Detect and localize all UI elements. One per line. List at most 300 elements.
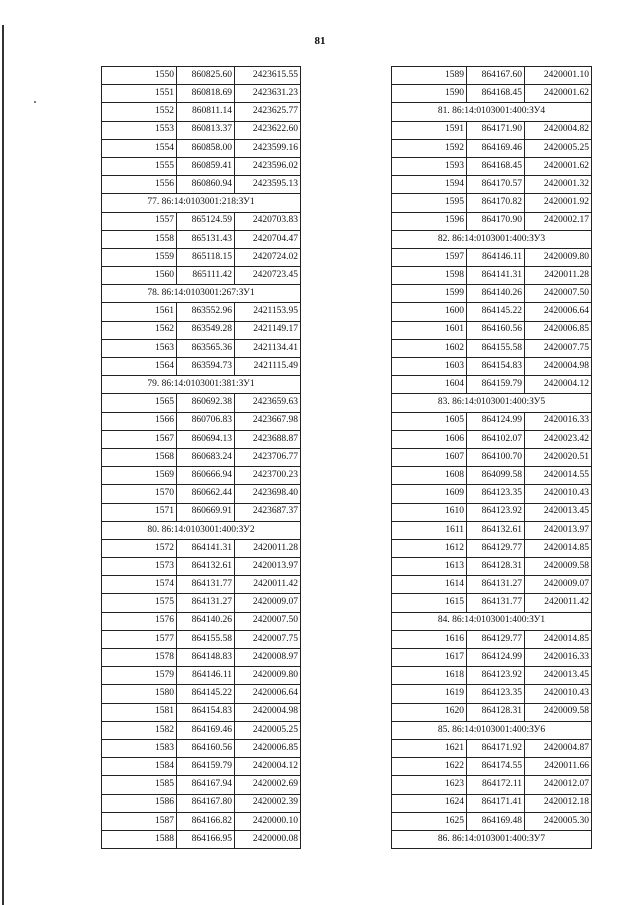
point-number-cell: 1609 bbox=[392, 485, 467, 503]
y-coordinate-cell: 2423615.55 bbox=[235, 67, 301, 85]
y-coordinate-cell: 2421134.41 bbox=[235, 339, 301, 357]
x-coordinate-cell: 864128.31 bbox=[467, 558, 525, 576]
point-number-cell: 1623 bbox=[392, 776, 467, 794]
y-coordinate-cell: 2423599.16 bbox=[235, 139, 301, 157]
section-title: 86. 86:14:0103001:400:ЗУ7 bbox=[392, 830, 592, 848]
x-coordinate-cell: 864170.57 bbox=[467, 176, 525, 194]
point-number-cell: 1602 bbox=[392, 339, 467, 357]
y-coordinate-cell: 2420001.32 bbox=[525, 176, 592, 194]
coordinate-row bbox=[102, 267, 301, 285]
x-coordinate-cell: 864123.92 bbox=[467, 667, 525, 685]
y-coordinate-cell: 2423631.23 bbox=[235, 85, 301, 103]
x-coordinate-cell: 864141.31 bbox=[177, 539, 235, 557]
coordinate-row bbox=[102, 412, 301, 430]
coordinate-row bbox=[392, 758, 592, 776]
coordinate-row bbox=[102, 394, 301, 412]
coordinate-row bbox=[392, 649, 592, 667]
section-header-row bbox=[392, 830, 592, 848]
x-coordinate-cell: 860666.94 bbox=[177, 467, 235, 485]
point-number-cell: 1569 bbox=[102, 467, 177, 485]
x-coordinate-cell: 864140.26 bbox=[177, 612, 235, 630]
coordinate-row bbox=[392, 194, 592, 212]
coordinate-row bbox=[102, 830, 301, 848]
coordinate-row bbox=[392, 212, 592, 230]
y-coordinate-cell: 2423667.98 bbox=[235, 412, 301, 430]
y-coordinate-cell: 2420001.62 bbox=[525, 85, 592, 103]
x-coordinate-cell: 864146.11 bbox=[467, 248, 525, 266]
coordinate-row bbox=[102, 776, 301, 794]
x-coordinate-cell: 864123.92 bbox=[467, 503, 525, 521]
x-coordinate-cell: 860662.44 bbox=[177, 485, 235, 503]
point-number-cell: 1599 bbox=[392, 285, 467, 303]
coordinate-row bbox=[392, 667, 592, 685]
y-coordinate-cell: 2420013.97 bbox=[235, 558, 301, 576]
x-coordinate-cell: 864167.60 bbox=[467, 67, 525, 85]
y-coordinate-cell: 2420703.83 bbox=[235, 212, 301, 230]
coordinate-row bbox=[392, 339, 592, 357]
y-coordinate-cell: 2420009.07 bbox=[525, 576, 592, 594]
x-coordinate-cell: 864170.82 bbox=[467, 194, 525, 212]
coordinate-row bbox=[102, 794, 301, 812]
point-number-cell: 1605 bbox=[392, 412, 467, 430]
section-header-row bbox=[392, 394, 592, 412]
coordinate-row bbox=[102, 649, 301, 667]
point-number-cell: 1600 bbox=[392, 303, 467, 321]
y-coordinate-cell: 2420006.64 bbox=[525, 303, 592, 321]
y-coordinate-cell: 2420004.98 bbox=[235, 703, 301, 721]
coordinate-row bbox=[102, 321, 301, 339]
x-coordinate-cell: 864131.77 bbox=[467, 594, 525, 612]
coordinate-row bbox=[392, 576, 592, 594]
coordinate-row bbox=[102, 594, 301, 612]
y-coordinate-cell: 2423595.13 bbox=[235, 176, 301, 194]
x-coordinate-cell: 864132.61 bbox=[177, 558, 235, 576]
x-coordinate-cell: 864129.77 bbox=[467, 539, 525, 557]
point-number-cell: 1617 bbox=[392, 649, 467, 667]
x-coordinate-cell: 864099.58 bbox=[467, 467, 525, 485]
coordinate-row bbox=[392, 157, 592, 175]
x-coordinate-cell: 864123.35 bbox=[467, 685, 525, 703]
coordinate-row bbox=[392, 321, 592, 339]
x-coordinate-cell: 865118.15 bbox=[177, 248, 235, 266]
coordinate-row bbox=[102, 630, 301, 648]
x-coordinate-cell: 864145.22 bbox=[177, 685, 235, 703]
y-coordinate-cell: 2420009.58 bbox=[525, 703, 592, 721]
y-coordinate-cell: 2420023.42 bbox=[525, 430, 592, 448]
point-number-cell: 1565 bbox=[102, 394, 177, 412]
point-number-cell: 1603 bbox=[392, 358, 467, 376]
y-coordinate-cell: 2420013.45 bbox=[525, 503, 592, 521]
section-title: 81. 86:14:0103001:400:ЗУ4 bbox=[392, 103, 592, 121]
point-number-cell: 1576 bbox=[102, 612, 177, 630]
y-coordinate-cell: 2421115.49 bbox=[235, 358, 301, 376]
point-number-cell: 1580 bbox=[102, 685, 177, 703]
coordinates-table-right bbox=[391, 66, 592, 849]
y-coordinate-cell: 2420723.45 bbox=[235, 267, 301, 285]
point-number-cell: 1618 bbox=[392, 667, 467, 685]
scan-left-edge bbox=[2, 25, 4, 905]
point-number-cell: 1591 bbox=[392, 121, 467, 139]
x-coordinate-cell: 864171.90 bbox=[467, 121, 525, 139]
section-header-row bbox=[102, 376, 301, 394]
x-coordinate-cell: 864171.41 bbox=[467, 794, 525, 812]
coordinate-row bbox=[392, 248, 592, 266]
point-number-cell: 1615 bbox=[392, 594, 467, 612]
x-coordinate-cell: 864166.95 bbox=[177, 830, 235, 848]
section-title: 83. 86:14:0103001:400:ЗУ5 bbox=[392, 394, 592, 412]
point-number-cell: 1581 bbox=[102, 703, 177, 721]
point-number-cell: 1557 bbox=[102, 212, 177, 230]
section-header-row bbox=[102, 285, 301, 303]
point-number-cell: 1624 bbox=[392, 794, 467, 812]
x-coordinate-cell: 864166.82 bbox=[177, 812, 235, 830]
y-coordinate-cell: 2423687.37 bbox=[235, 503, 301, 521]
x-coordinate-cell: 864170.90 bbox=[467, 212, 525, 230]
point-number-cell: 1607 bbox=[392, 448, 467, 466]
point-number-cell: 1608 bbox=[392, 467, 467, 485]
point-number-cell: 1606 bbox=[392, 430, 467, 448]
x-coordinate-cell: 860858.00 bbox=[177, 139, 235, 157]
coordinate-row bbox=[102, 739, 301, 757]
x-coordinate-cell: 864124.99 bbox=[467, 649, 525, 667]
x-coordinate-cell: 863552.96 bbox=[177, 303, 235, 321]
y-coordinate-cell: 2423698.40 bbox=[235, 485, 301, 503]
coordinate-row bbox=[102, 67, 301, 85]
coordinate-row bbox=[102, 212, 301, 230]
point-number-cell: 1587 bbox=[102, 812, 177, 830]
x-coordinate-cell: 860694.13 bbox=[177, 430, 235, 448]
point-number-cell: 1613 bbox=[392, 558, 467, 576]
y-coordinate-cell: 2420004.98 bbox=[525, 358, 592, 376]
coordinate-row bbox=[102, 85, 301, 103]
x-coordinate-cell: 864124.99 bbox=[467, 412, 525, 430]
x-coordinate-cell: 864131.27 bbox=[177, 594, 235, 612]
point-number-cell: 1595 bbox=[392, 194, 467, 212]
y-coordinate-cell: 2420002.17 bbox=[525, 212, 592, 230]
point-number-cell: 1614 bbox=[392, 576, 467, 594]
coordinate-row bbox=[392, 558, 592, 576]
point-number-cell: 1582 bbox=[102, 721, 177, 739]
x-coordinate-cell: 864159.79 bbox=[467, 376, 525, 394]
coordinate-row bbox=[102, 230, 301, 248]
coordinate-row bbox=[102, 685, 301, 703]
point-number-cell: 1568 bbox=[102, 448, 177, 466]
coordinate-row bbox=[392, 85, 592, 103]
coordinate-row bbox=[392, 539, 592, 557]
coordinate-row bbox=[102, 558, 301, 576]
coordinate-row bbox=[392, 267, 592, 285]
y-coordinate-cell: 2423625.77 bbox=[235, 103, 301, 121]
y-coordinate-cell: 2420010.43 bbox=[525, 485, 592, 503]
y-coordinate-cell: 2420016.33 bbox=[525, 649, 592, 667]
y-coordinate-cell: 2423659.63 bbox=[235, 394, 301, 412]
y-coordinate-cell: 2420005.30 bbox=[525, 812, 592, 830]
y-coordinate-cell: 2420000.10 bbox=[235, 812, 301, 830]
x-coordinate-cell: 864169.46 bbox=[467, 139, 525, 157]
point-number-cell: 1621 bbox=[392, 739, 467, 757]
y-coordinate-cell: 2420006.85 bbox=[235, 739, 301, 757]
point-number-cell: 1596 bbox=[392, 212, 467, 230]
y-coordinate-cell: 2420000.08 bbox=[235, 830, 301, 848]
y-coordinate-cell: 2420020.51 bbox=[525, 448, 592, 466]
coordinate-row bbox=[102, 339, 301, 357]
point-number-cell: 1622 bbox=[392, 758, 467, 776]
y-coordinate-cell: 2420011.42 bbox=[235, 576, 301, 594]
coordinate-row bbox=[392, 467, 592, 485]
point-number-cell: 1553 bbox=[102, 121, 177, 139]
section-header-row bbox=[392, 612, 592, 630]
section-header-row bbox=[392, 103, 592, 121]
y-coordinate-cell: 2420013.97 bbox=[525, 521, 592, 539]
x-coordinate-cell: 864123.35 bbox=[467, 485, 525, 503]
point-number-cell: 1593 bbox=[392, 157, 467, 175]
x-coordinate-cell: 864129.77 bbox=[467, 630, 525, 648]
y-coordinate-cell: 2420007.75 bbox=[235, 630, 301, 648]
y-coordinate-cell: 2420002.69 bbox=[235, 776, 301, 794]
y-coordinate-cell: 2420007.50 bbox=[525, 285, 592, 303]
coordinate-row bbox=[392, 376, 592, 394]
coordinate-row bbox=[102, 121, 301, 139]
y-coordinate-cell: 2423700.23 bbox=[235, 467, 301, 485]
y-coordinate-cell: 2420009.80 bbox=[525, 248, 592, 266]
y-coordinate-cell: 2423688.87 bbox=[235, 430, 301, 448]
x-coordinate-cell: 863549.28 bbox=[177, 321, 235, 339]
point-number-cell: 1555 bbox=[102, 157, 177, 175]
point-number-cell: 1625 bbox=[392, 812, 467, 830]
coordinate-row bbox=[102, 139, 301, 157]
x-coordinate-cell: 863565.36 bbox=[177, 339, 235, 357]
coordinate-row bbox=[102, 503, 301, 521]
y-coordinate-cell: 2420014.85 bbox=[525, 630, 592, 648]
point-number-cell: 1556 bbox=[102, 176, 177, 194]
point-number-cell: 1562 bbox=[102, 321, 177, 339]
coordinate-row bbox=[392, 121, 592, 139]
point-number-cell: 1619 bbox=[392, 685, 467, 703]
y-coordinate-cell: 2420014.85 bbox=[525, 539, 592, 557]
coordinate-row bbox=[102, 539, 301, 557]
point-number-cell: 1574 bbox=[102, 576, 177, 594]
y-coordinate-cell: 2420007.50 bbox=[235, 612, 301, 630]
x-coordinate-cell: 860706.83 bbox=[177, 412, 235, 430]
x-coordinate-cell: 860811.14 bbox=[177, 103, 235, 121]
y-coordinate-cell: 2420004.12 bbox=[525, 376, 592, 394]
y-coordinate-cell: 2420005.25 bbox=[525, 139, 592, 157]
y-coordinate-cell: 2423706.77 bbox=[235, 448, 301, 466]
coordinates-table-right-body bbox=[392, 67, 592, 849]
coordinate-row bbox=[102, 248, 301, 266]
coordinate-row bbox=[102, 758, 301, 776]
section-title: 79. 86:14:0103001:381:ЗУ1 bbox=[102, 376, 301, 394]
point-number-cell: 1594 bbox=[392, 176, 467, 194]
coordinate-row bbox=[392, 448, 592, 466]
x-coordinate-cell: 860818.69 bbox=[177, 85, 235, 103]
coordinate-row bbox=[102, 103, 301, 121]
section-header-row bbox=[102, 194, 301, 212]
coordinate-row bbox=[102, 303, 301, 321]
point-number-cell: 1575 bbox=[102, 594, 177, 612]
point-number-cell: 1604 bbox=[392, 376, 467, 394]
x-coordinate-cell: 864155.58 bbox=[177, 630, 235, 648]
x-coordinate-cell: 864155.58 bbox=[467, 339, 525, 357]
x-coordinate-cell: 860692.38 bbox=[177, 394, 235, 412]
x-coordinate-cell: 860859.41 bbox=[177, 157, 235, 175]
y-coordinate-cell: 2420004.12 bbox=[235, 758, 301, 776]
x-coordinate-cell: 864159.79 bbox=[177, 758, 235, 776]
point-number-cell: 1572 bbox=[102, 539, 177, 557]
y-coordinate-cell: 2420014.55 bbox=[525, 467, 592, 485]
coordinate-row bbox=[392, 776, 592, 794]
x-coordinate-cell: 864131.77 bbox=[177, 576, 235, 594]
coordinate-row bbox=[392, 412, 592, 430]
coordinate-row bbox=[102, 812, 301, 830]
coordinate-row bbox=[392, 521, 592, 539]
point-number-cell: 1592 bbox=[392, 139, 467, 157]
point-number-cell: 1561 bbox=[102, 303, 177, 321]
coordinate-row bbox=[392, 739, 592, 757]
y-coordinate-cell: 2420012.18 bbox=[525, 794, 592, 812]
coordinate-row bbox=[102, 176, 301, 194]
coordinates-table-left-body bbox=[102, 67, 301, 849]
point-number-cell: 1610 bbox=[392, 503, 467, 521]
x-coordinate-cell: 864167.94 bbox=[177, 776, 235, 794]
y-coordinate-cell: 2420010.43 bbox=[525, 685, 592, 703]
point-number-cell: 1588 bbox=[102, 830, 177, 848]
x-coordinate-cell: 865131.43 bbox=[177, 230, 235, 248]
coordinate-row bbox=[392, 503, 592, 521]
coordinate-row bbox=[102, 612, 301, 630]
y-coordinate-cell: 2420006.85 bbox=[525, 321, 592, 339]
y-coordinate-cell: 2420013.45 bbox=[525, 667, 592, 685]
coordinate-row bbox=[102, 721, 301, 739]
section-title: 82. 86:14:0103001:400:ЗУ3 bbox=[392, 230, 592, 248]
point-number-cell: 1584 bbox=[102, 758, 177, 776]
y-coordinate-cell: 2420011.28 bbox=[525, 267, 592, 285]
x-coordinate-cell: 864145.22 bbox=[467, 303, 525, 321]
y-coordinate-cell: 2420004.87 bbox=[525, 739, 592, 757]
x-coordinate-cell: 864132.61 bbox=[467, 521, 525, 539]
y-coordinate-cell: 2420009.80 bbox=[235, 667, 301, 685]
point-number-cell: 1620 bbox=[392, 703, 467, 721]
x-coordinate-cell: 864169.46 bbox=[177, 721, 235, 739]
coordinate-row bbox=[102, 430, 301, 448]
y-coordinate-cell: 2420001.62 bbox=[525, 157, 592, 175]
x-coordinate-cell: 860669.91 bbox=[177, 503, 235, 521]
section-title: 78. 86:14:0103001:267:ЗУ1 bbox=[102, 285, 301, 303]
y-coordinate-cell: 2421153.95 bbox=[235, 303, 301, 321]
coordinate-row bbox=[392, 485, 592, 503]
coordinate-row bbox=[392, 630, 592, 648]
point-number-cell: 1590 bbox=[392, 85, 467, 103]
coordinate-row bbox=[392, 303, 592, 321]
coordinates-table-left bbox=[101, 66, 301, 849]
point-number-cell: 1571 bbox=[102, 503, 177, 521]
point-number-cell: 1573 bbox=[102, 558, 177, 576]
point-number-cell: 1563 bbox=[102, 339, 177, 357]
x-coordinate-cell: 864168.45 bbox=[467, 157, 525, 175]
x-coordinate-cell: 864146.11 bbox=[177, 667, 235, 685]
y-coordinate-cell: 2423622.60 bbox=[235, 121, 301, 139]
point-number-cell: 1567 bbox=[102, 430, 177, 448]
coordinate-row bbox=[102, 358, 301, 376]
coordinate-row bbox=[392, 794, 592, 812]
coordinate-row bbox=[392, 430, 592, 448]
coordinate-row bbox=[392, 67, 592, 85]
coordinate-row bbox=[102, 576, 301, 594]
y-coordinate-cell: 2420002.39 bbox=[235, 794, 301, 812]
y-coordinate-cell: 2420012.07 bbox=[525, 776, 592, 794]
point-number-cell: 1585 bbox=[102, 776, 177, 794]
point-number-cell: 1559 bbox=[102, 248, 177, 266]
y-coordinate-cell: 2421149.17 bbox=[235, 321, 301, 339]
scan-speck bbox=[34, 101, 36, 103]
point-number-cell: 1598 bbox=[392, 267, 467, 285]
y-coordinate-cell: 2420704.47 bbox=[235, 230, 301, 248]
x-coordinate-cell: 864172.11 bbox=[467, 776, 525, 794]
y-coordinate-cell: 2420724.02 bbox=[235, 248, 301, 266]
coordinate-row bbox=[102, 703, 301, 721]
x-coordinate-cell: 863594.73 bbox=[177, 358, 235, 376]
x-coordinate-cell: 860825.60 bbox=[177, 67, 235, 85]
point-number-cell: 1589 bbox=[392, 67, 467, 85]
x-coordinate-cell: 865111.42 bbox=[177, 267, 235, 285]
x-coordinate-cell: 864167.80 bbox=[177, 794, 235, 812]
point-number-cell: 1601 bbox=[392, 321, 467, 339]
x-coordinate-cell: 860683.24 bbox=[177, 448, 235, 466]
x-coordinate-cell: 864154.83 bbox=[467, 358, 525, 376]
point-number-cell: 1550 bbox=[102, 67, 177, 85]
y-coordinate-cell: 2420011.28 bbox=[235, 539, 301, 557]
coordinate-row bbox=[102, 157, 301, 175]
y-coordinate-cell: 2420009.07 bbox=[235, 594, 301, 612]
x-coordinate-cell: 864171.92 bbox=[467, 739, 525, 757]
x-coordinate-cell: 865124.59 bbox=[177, 212, 235, 230]
section-title: 77. 86:14:0103001:218:ЗУ1 bbox=[102, 194, 301, 212]
coordinate-row bbox=[392, 358, 592, 376]
section-title: 84. 86:14:0103001:400:ЗУ1 bbox=[392, 612, 592, 630]
page-number: 81 bbox=[314, 35, 326, 47]
section-title: 80. 86:14:0103001:400:ЗУ2 bbox=[102, 521, 301, 539]
coordinate-row bbox=[392, 285, 592, 303]
y-coordinate-cell: 2420009.58 bbox=[525, 558, 592, 576]
y-coordinate-cell: 2420008.97 bbox=[235, 649, 301, 667]
x-coordinate-cell: 864174.55 bbox=[467, 758, 525, 776]
y-coordinate-cell: 2420004.82 bbox=[525, 121, 592, 139]
coordinate-row bbox=[392, 703, 592, 721]
point-number-cell: 1616 bbox=[392, 630, 467, 648]
point-number-cell: 1579 bbox=[102, 667, 177, 685]
x-coordinate-cell: 860813.37 bbox=[177, 121, 235, 139]
coordinate-row bbox=[392, 176, 592, 194]
coordinate-row bbox=[102, 485, 301, 503]
coordinate-row bbox=[102, 467, 301, 485]
y-coordinate-cell: 2420016.33 bbox=[525, 412, 592, 430]
x-coordinate-cell: 864128.31 bbox=[467, 703, 525, 721]
y-coordinate-cell: 2420001.92 bbox=[525, 194, 592, 212]
y-coordinate-cell: 2420011.66 bbox=[525, 758, 592, 776]
coordinate-row bbox=[102, 448, 301, 466]
y-coordinate-cell: 2420007.75 bbox=[525, 339, 592, 357]
point-number-cell: 1578 bbox=[102, 649, 177, 667]
x-coordinate-cell: 864131.27 bbox=[467, 576, 525, 594]
x-coordinate-cell: 864168.45 bbox=[467, 85, 525, 103]
coordinate-row bbox=[392, 139, 592, 157]
point-number-cell: 1612 bbox=[392, 539, 467, 557]
y-coordinate-cell: 2423596.02 bbox=[235, 157, 301, 175]
x-coordinate-cell: 864169.48 bbox=[467, 812, 525, 830]
point-number-cell: 1566 bbox=[102, 412, 177, 430]
x-coordinate-cell: 864160.56 bbox=[467, 321, 525, 339]
coordinate-row bbox=[392, 594, 592, 612]
